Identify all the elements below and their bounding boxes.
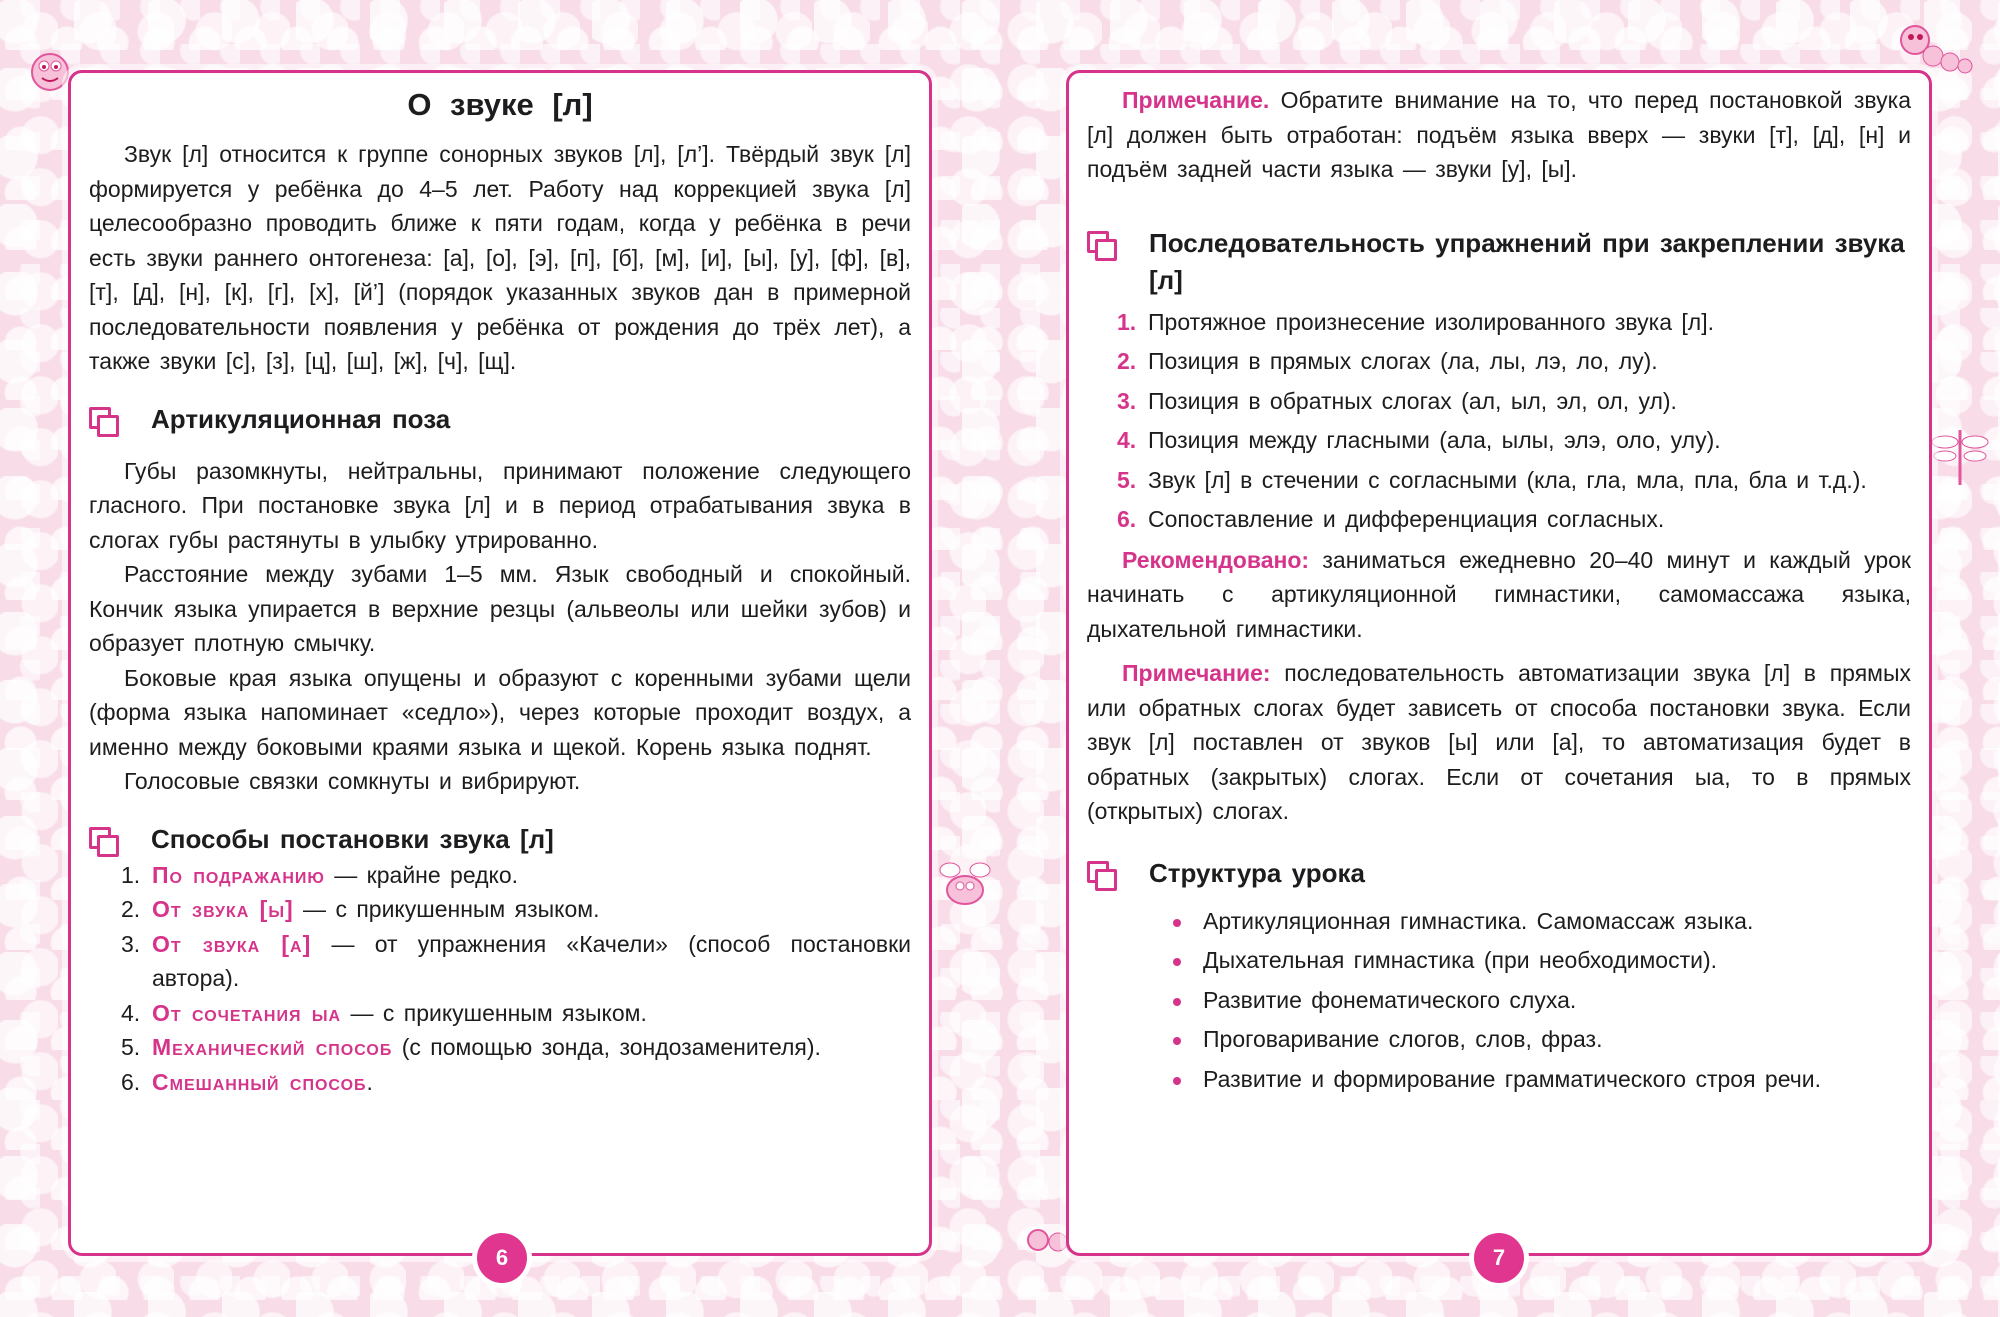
- list-item: [121, 858, 911, 893]
- method-name: От звука [а]: [152, 930, 312, 957]
- list-item: [121, 1030, 911, 1065]
- book-gutter: [968, 0, 1064, 1317]
- method-desc: (с помощью зонда, зондозаменителя).: [392, 1034, 821, 1060]
- list-item: [1117, 502, 1911, 537]
- item-number: 3.: [1117, 387, 1137, 414]
- left-page-content: [89, 73, 911, 1099]
- method-desc: — от упражнения «Качели» (способ постановки автора).: [152, 930, 911, 991]
- dragonfly-icon: [1930, 420, 1990, 490]
- section-heading-text: Структура урока: [1149, 857, 1365, 888]
- item-number: 1.: [1117, 308, 1137, 335]
- list-item: [1117, 305, 1911, 340]
- list-item: [1117, 344, 1911, 379]
- methods-list: [121, 858, 911, 1100]
- method-name: От сочетания ыа: [152, 999, 342, 1026]
- list-item: [1117, 463, 1911, 498]
- item-number: 1.: [121, 861, 141, 888]
- articulation-paragraph: Боковые края языка опущены и образуют с коренными зубами щели (форма языка напоминает «седло»), через которые проходит воздух, а именно между боковыми краями языка и щекой. Корень языка поднят.: [89, 664, 911, 760]
- item-number: 2.: [1117, 348, 1137, 374]
- item-text: Позиция в прямых слогах (ла, лы, лэ, ло, лу).: [1148, 348, 1658, 374]
- item-number: 4.: [1117, 427, 1137, 453]
- articulation-paragraph: Голосовые связки сомкнуты и вибрируют.: [124, 768, 581, 794]
- list-item: Развитие фонематического слуха.: [1173, 983, 1911, 1018]
- list-item: [121, 892, 911, 927]
- note-text: последовательность автоматизации звука [л] в прямых или обратных слогах будет зависеть от способа постановки звука. Если звук [л] поставлен от звуков [ы] или [а], то автоматизация будет в обратных (закрытых) слогах. Если от сочетания ыа, то в прямых (открытых) слогах.: [1087, 660, 1911, 824]
- section-heading-text: Последовательность упражнений при закреплении звука [л]: [1149, 227, 1905, 295]
- method-desc: .: [366, 1068, 373, 1095]
- list-item: [1117, 423, 1911, 458]
- method-desc: — крайне редко.: [324, 861, 519, 888]
- section-heading-articulation: [89, 401, 911, 438]
- list-item: [1117, 384, 1911, 419]
- section-heading-sequence: [1087, 225, 1911, 299]
- item-text: Позиция между гласными (ала, ылы, элэ, оло, улу).: [1148, 427, 1721, 453]
- right-page: [1066, 70, 1932, 1270]
- articulation-paragraph: Расстояние между зубами 1–5 мм. Язык свободный и спокойный. Кончик языка упирается в верхние резцы (альвеолы или шейки зубов) и образует плотную смычку.: [89, 561, 911, 656]
- method-name: Смешанный способ: [152, 1068, 367, 1095]
- section-heading-text: Способы постановки звука [л]: [151, 823, 554, 854]
- page-title: О звуке [л]: [407, 87, 593, 122]
- list-item: Проговаривание слогов, слов, фраз.: [1173, 1022, 1911, 1057]
- section-heading-methods: [89, 821, 911, 858]
- item-number: 6.: [121, 1068, 141, 1095]
- right-page-content: [1087, 83, 1911, 1101]
- item-text: Протяжное произнесение изолированного звука [л].: [1148, 308, 1714, 335]
- sequence-list: [1117, 305, 1911, 537]
- item-number: 3.: [121, 930, 141, 957]
- list-item: Артикуляционная гимнастика. Самомассаж языка.: [1173, 904, 1911, 939]
- method-name: От звука [ы]: [152, 896, 294, 922]
- left-page: [68, 70, 932, 1270]
- method-desc: — с прикушенным языком.: [341, 999, 647, 1026]
- list-item: [121, 996, 911, 1031]
- articulation-paragraph: Губы разомкнуты, нейтральны, принимают положение следующего гласного. При постановке звука [л] и в период отрабатывания звука в слогах губы растянуты в улыбку утрированно.: [89, 457, 911, 553]
- recommended-text: заниматься ежедневно 20–40 минут и каждый урок начинать с артикуляционной гимнастики, самомассажа языка, дыхательной гимнастики.: [1087, 546, 1911, 642]
- articulation-text: [89, 454, 911, 799]
- note-paragraph: [1087, 656, 1911, 829]
- list-item: Развитие и формирование грамматического строя речи.: [1173, 1062, 1911, 1097]
- page-number: 6: [477, 1233, 527, 1283]
- list-item: [121, 927, 911, 996]
- section-marker-icon: [89, 407, 115, 433]
- section-marker-icon: [1087, 861, 1113, 887]
- note-label: Примечание:: [1122, 660, 1271, 686]
- section-heading-lesson: [1087, 855, 1911, 892]
- section-marker-icon: [1087, 231, 1113, 257]
- item-number: 5.: [121, 1034, 141, 1060]
- note-text: Обратите внимание на то, что перед постановкой звука [л] должен быть отработан: подъём языка вверх — звуки [т], [д], [н] и подъём задней части языка — звуки [у], [ы].: [1087, 87, 1911, 182]
- recommended-paragraph: [1087, 543, 1911, 647]
- intro-paragraph: Звук [л] относится к группе сонорных звуков [л], [л’]. Твёрдый звук [л] формируется у ребёнка до 4–5 лет. Работу над коррекцией звука [л] целесообразно проводить ближе к пяти годам, когда у ребёнка в речи есть звуки раннего онтогенеза: [а], [о], [э], [п], [б], [м], [и], [ы], [у], [ф], [в], [т], [д], [н], [к], [г], [х], [й’] (порядок указанных звуков дан в примерной последовательности появления у ребёнка от рождения до трёх лет), а также звуки [с], [з], [ц], [ш], [ж], [ч], [щ].: [89, 141, 911, 374]
- method-name: По подражанию: [152, 861, 325, 888]
- item-text: Позиция в обратных слогах (ал, ыл, эл, ол, ул).: [1148, 387, 1677, 414]
- page-number: 7: [1474, 1233, 1524, 1283]
- item-number: 2.: [121, 896, 141, 922]
- list-item: Дыхательная гимнастика (при необходимости).: [1173, 943, 1911, 978]
- item-text: Звук [л] в стечении с согласными (кла, гла, мла, пла, бла и т.д.).: [1148, 466, 1867, 493]
- item-number: 4.: [121, 999, 141, 1026]
- section-marker-icon: [89, 827, 115, 853]
- note-paragraph: [1087, 83, 1911, 187]
- method-name: Механический способ: [152, 1034, 393, 1060]
- lesson-list: [1173, 904, 1911, 1097]
- item-number: 5.: [1117, 466, 1137, 493]
- item-number: 6.: [1117, 506, 1137, 532]
- section-heading-text: Артикуляционная поза: [151, 403, 451, 434]
- method-desc: — с прикушенным языком.: [293, 896, 600, 922]
- note-label: Примечание.: [1122, 87, 1270, 113]
- recommended-label: Рекомендовано:: [1122, 546, 1310, 573]
- item-text: Сопоставление и дифференциация согласных.: [1148, 506, 1665, 532]
- list-item: [121, 1065, 911, 1100]
